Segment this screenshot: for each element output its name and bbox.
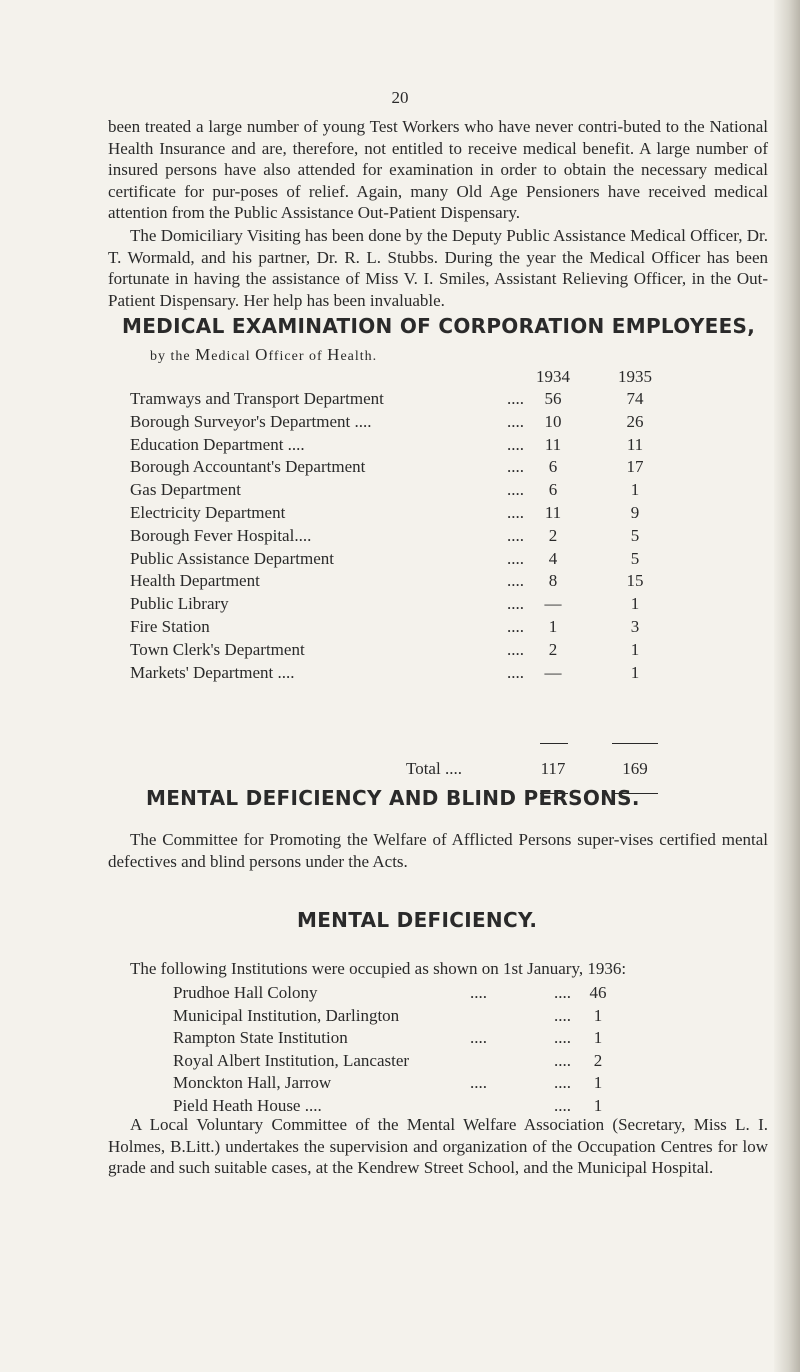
list-item [0, 983, 800, 1007]
value-1935: 5 [630, 548, 640, 568]
table-row [0, 412, 800, 436]
leader-dots: .... [470, 983, 487, 1002]
leader-dots: .... [507, 594, 524, 614]
value-1934: 10 [544, 411, 562, 431]
table-row [0, 571, 800, 595]
institution-count: 2 [593, 1050, 603, 1070]
leader-dots: .... [507, 571, 524, 591]
value-1935: 1 [630, 480, 640, 500]
table-row [0, 435, 800, 459]
table-row [0, 594, 800, 618]
sub-o: O [255, 345, 269, 364]
leader-dots: .... [507, 434, 524, 454]
leader-dots: .... [554, 1073, 571, 1093]
value-1934: 8 [548, 571, 558, 591]
institution-name: Royal Albert Institution, Lancaster [173, 1050, 410, 1070]
department-name: Town Clerk's Department [130, 639, 305, 659]
leader-dots: .... [554, 1096, 571, 1115]
total-label: Total .... [406, 759, 462, 778]
list-item [0, 1051, 800, 1075]
institution-count: 1 [593, 1005, 603, 1025]
leader-dots: .... [507, 503, 524, 522]
institution-name: Municipal Institution, Darlington [173, 1005, 400, 1025]
list-item [0, 1006, 800, 1030]
leader-dots: .... [507, 389, 524, 408]
value-1934: 1 [548, 617, 558, 636]
institution-count: 1 [593, 1096, 603, 1115]
department-name: Electricity Department [130, 503, 286, 522]
department-name: Markets' Department .... [130, 662, 295, 682]
table-row [0, 389, 800, 413]
value-1934: 2 [548, 639, 558, 659]
leader-dots: .... [554, 1050, 571, 1070]
leader-dots: .... [507, 480, 524, 500]
value-1934: — [544, 594, 562, 614]
table-row [0, 617, 800, 641]
sub-ealth: ealth. [340, 349, 378, 364]
sub-edical: edical [211, 349, 251, 364]
table-row [0, 480, 800, 504]
leader-dots: .... [554, 1028, 571, 1048]
institution-name: Monckton Hall, Jarrow [173, 1073, 332, 1093]
value-1934: 6 [548, 480, 558, 500]
value-1935: 1 [630, 594, 640, 614]
value-1934: 11 [544, 434, 562, 454]
value-1935: 5 [630, 525, 640, 545]
institution-name: Pield Heath House .... [173, 1096, 322, 1115]
leader-dots: .... [507, 411, 524, 431]
value-1934: 11 [544, 503, 562, 522]
intro-paragraph-1: been treated a large number of young Test Workers who have never contri-buted to the National Health Insurance and are, therefore, not entitled to receive medical benefit. A large number of insured persons have also attended for examination in order to obtain the necessary medical certificate for pur-poses of relief. Again, many Old Age Pensioners have received medical attention from the Public Assistance Out-Patient Dispensary. [108, 117, 768, 222]
medical-exam-heading: MEDICAL EXAMINATION OF CORPORATION EMPLOYEES, [122, 314, 756, 338]
leader-dots: .... [507, 639, 524, 659]
value-1935: 9 [630, 503, 640, 522]
leader-dots: .... [554, 1005, 571, 1025]
value-1935: 1 [630, 639, 640, 659]
institution-count: 46 [589, 983, 607, 1002]
list-item [0, 1073, 800, 1097]
sub-h: H [327, 345, 341, 364]
department-name: Tramways and Transport Department [130, 389, 384, 408]
department-name: Public Library [130, 594, 229, 614]
leader-dots: .... [507, 617, 524, 636]
total-1934: 117 [540, 759, 566, 778]
value-1935: 17 [626, 457, 644, 477]
table-row [0, 663, 800, 687]
sub-by: by the [150, 349, 191, 364]
value-1934: 2 [548, 525, 558, 545]
institution-count: 1 [593, 1028, 603, 1048]
medical-exam-year-header [0, 367, 800, 391]
total-rule-1935 [612, 743, 658, 744]
table-row [0, 503, 800, 527]
institution-count: 1 [593, 1073, 603, 1093]
department-name: Education Department .... [130, 434, 305, 454]
value-1935: 15 [626, 571, 644, 591]
department-name: Fire Station [130, 617, 210, 636]
col-1935-label: 1935 [618, 367, 652, 386]
value-1934: 4 [548, 548, 558, 568]
table-row [0, 640, 800, 664]
mental-blind-text: The Committee for Promoting the Welfare of Afflicted Persons super-vises certified mental defectives and blind persons under the Acts. [108, 830, 768, 871]
department-name: Public Assistance Department [130, 548, 334, 568]
value-1935: 26 [626, 411, 644, 431]
department-name: Borough Accountant's Department [130, 457, 366, 477]
leader-dots: .... [507, 662, 524, 682]
department-name: Health Department [130, 571, 260, 591]
table-row [0, 526, 800, 550]
total-row [0, 759, 800, 783]
medical-exam-subheading [150, 345, 377, 365]
value-1935: 11 [626, 434, 644, 454]
department-name: Borough Fever Hospital.... [130, 525, 312, 545]
page-number: 20 [391, 88, 409, 107]
total-1935: 169 [622, 759, 648, 778]
leader-dots: .... [470, 1073, 487, 1093]
value-1934: — [544, 662, 562, 682]
list-item [0, 1028, 800, 1052]
department-name: Borough Surveyor's Department .... [130, 411, 372, 431]
leader-dots: .... [470, 1028, 487, 1048]
mental-deficiency-intro: The following Institutions were occupied as shown on 1st January, 1936: [130, 959, 627, 978]
table-row [0, 549, 800, 573]
department-name: Gas Department [130, 480, 241, 500]
leader-dots: .... [507, 525, 524, 545]
sub-fficer: fficer [268, 349, 305, 364]
closing-paragraph: A Local Voluntary Committee of the Mental Welfare Association (Secretary, Miss L. I. Holmes, B.Litt.) undertakes the supervision and organization of the Occupation Centres for low grade and such suitable cases, at the Kendrew Street School, and the Municipal Hospital. [108, 1115, 768, 1177]
sub-of: of [309, 349, 323, 364]
value-1935: 74 [626, 389, 644, 408]
leader-dots: .... [507, 548, 524, 568]
value-1934: 6 [548, 457, 558, 477]
intro-paragraph-2: The Domiciliary Visiting has been done by the Deputy Public Assistance Medical Officer, Dr. T. Wormald, and his partner, Dr. R. L. Stubbs. During the year the Medical Officer has been fortunate in having the assistance of Miss V. I. Smiles, Assistant Relieving Officer, in the Out-Patient Dispensary. Her help has been invaluable. [108, 226, 768, 310]
col-1934-label: 1934 [536, 367, 570, 386]
total-rule-1934 [540, 743, 568, 744]
mental-blind-heading: MENTAL DEFICIENCY AND BLIND PERSONS. [146, 786, 640, 810]
institution-name: Prudhoe Hall Colony [173, 983, 318, 1002]
leader-dots: .... [507, 457, 524, 477]
table-row [0, 457, 800, 481]
leader-dots: .... [554, 983, 571, 1002]
value-1935: 1 [630, 662, 640, 682]
institution-name: Rampton State Institution [173, 1028, 348, 1048]
value-1935: 3 [630, 617, 640, 636]
mental-deficiency-heading: MENTAL DEFICIENCY. [297, 908, 538, 932]
value-1934: 56 [544, 389, 562, 408]
sub-m: M [195, 345, 212, 364]
